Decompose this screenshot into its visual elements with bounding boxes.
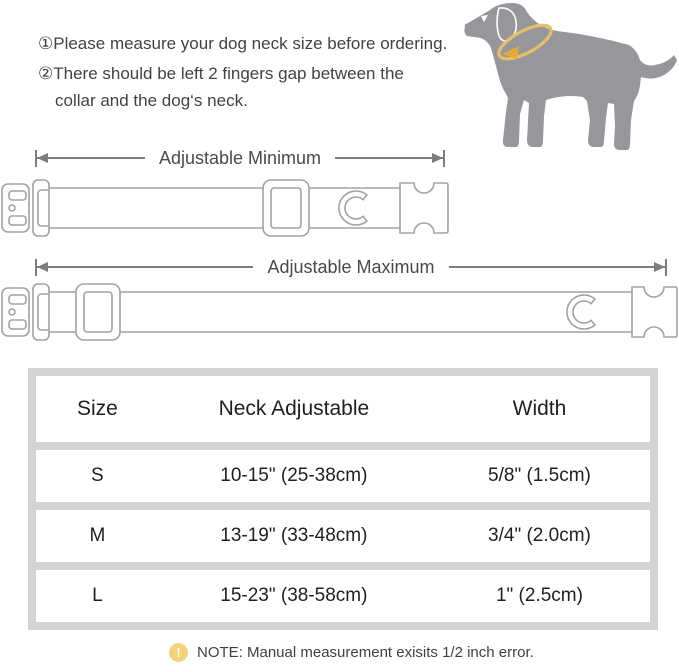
instruction-2-line2: collar and the dog‘s neck.: [55, 91, 248, 110]
table-row: [36, 450, 650, 502]
dimension-tick-right: [443, 150, 445, 167]
cell-width: 1" (2.5cm): [495, 585, 583, 606]
table-row: [36, 510, 650, 562]
instruction-1: ①Please measure your dog neck size before ordering.: [38, 34, 448, 53]
cell-width: 5/8" (1.5cm): [488, 465, 591, 486]
dimension-minimum: [35, 149, 445, 167]
collar-maximum-art: [0, 281, 679, 343]
header-neck-adjustable: Neck Adjustable: [218, 397, 370, 420]
dimension-minimum-label: Adjustable Minimum: [158, 147, 322, 168]
dimension-maximum-label: Adjustable Maximum: [267, 256, 435, 277]
dimension-arrow-left: [37, 157, 145, 159]
cell-width: 3/4" (2.0cm): [488, 525, 591, 546]
buckle-male: [632, 287, 677, 337]
d-ring: [567, 295, 595, 329]
measuring-instructions: [38, 30, 447, 114]
dimension-tick-right: [665, 259, 667, 276]
header-size: Size: [76, 397, 118, 420]
d-ring: [339, 191, 367, 225]
measurement-note: [169, 643, 534, 662]
header-width: Width: [512, 397, 567, 420]
warning-icon: !: [169, 643, 188, 662]
dog-illustration: [455, 0, 679, 160]
collar-maximum-diagram: [0, 281, 679, 348]
buckle-male: [400, 183, 448, 233]
collar-minimum-diagram: [0, 177, 455, 244]
cell-neck: 15-23" (38-58cm): [220, 585, 368, 606]
size-table: [28, 368, 658, 630]
strap-fold: [33, 180, 49, 236]
cell-neck: 10-15" (25-38cm): [220, 465, 368, 486]
dimension-arrow-right: [449, 266, 665, 268]
dog-silhouette-icon: [455, 0, 679, 160]
dimension-maximum: [35, 258, 667, 276]
instruction-2-line1: ②There should be left 2 fingers gap between the: [38, 64, 404, 83]
cell-size: M: [89, 525, 106, 546]
table-row: [36, 570, 650, 622]
dimension-arrow-right: [335, 157, 443, 159]
dimension-arrow-left: [37, 266, 253, 268]
size-table-header: [36, 376, 650, 442]
cell-neck: 13-19" (33-48cm): [220, 525, 368, 546]
strap-fold: [33, 284, 49, 340]
cell-size: L: [92, 585, 103, 606]
collar-minimum-art: [0, 177, 455, 239]
note-text: NOTE: Manual measurement exisits 1/2 inch error.: [197, 644, 534, 661]
cell-size: S: [91, 465, 104, 486]
